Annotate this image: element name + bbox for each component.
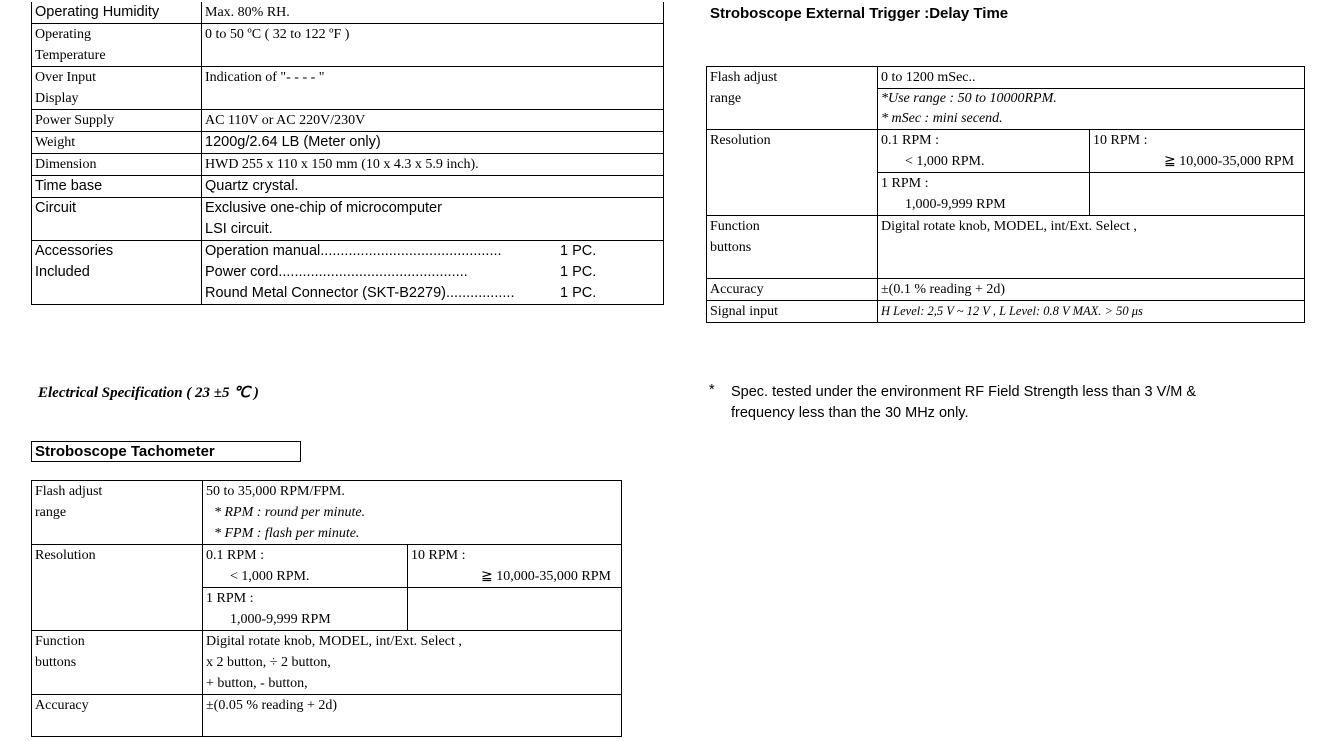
tach-function-value: Digital rotate knob, MODEL, int/Ext. Select , x 2 button, ÷ 2 button, + button, - button, xyxy=(203,631,622,695)
tach-accuracy-value: ±(0.05 % reading + 2d) xyxy=(203,695,622,737)
general-spec-table xyxy=(31,2,664,305)
spec-value: 0 to 50 ºC ( 32 to 122 ºF ) xyxy=(202,24,664,67)
tachometer-table xyxy=(31,480,622,737)
tach-flash-adjust-row xyxy=(32,481,622,545)
accessories-label: Accessories Included xyxy=(32,241,202,305)
note-star: * xyxy=(709,382,715,398)
tach-resolution-row-a xyxy=(32,545,622,588)
spec-value: Max. 80% RH. xyxy=(202,2,664,24)
spec-value: AC 110V or AC 220V/230V xyxy=(202,110,664,132)
note-line-2: frequency less than the 30 MHz only. xyxy=(731,405,969,421)
accessory-name: Operation manual............................................. xyxy=(205,243,502,259)
external-trigger-title: Stroboscope External Trigger :Delay Time xyxy=(710,5,1009,22)
spec-value: 1200g/2.64 LB (Meter only) xyxy=(202,132,664,154)
spec-label: Weight xyxy=(32,132,202,154)
spec-label: Over Input Display xyxy=(32,67,202,110)
ext-flash-adjust-value: 0 to 1200 mSec.. *Use range : 50 to 10000RPM. * mSec : mini secend. xyxy=(878,67,1305,130)
ext-flash-adjust-row xyxy=(707,67,1305,130)
spec-row xyxy=(32,2,664,24)
spec-label: Dimension xyxy=(32,154,202,176)
ext-function-row xyxy=(707,216,1305,279)
spec-row xyxy=(32,67,664,110)
tach-function-label: Function buttons xyxy=(32,631,203,695)
ext-resolution-b: 10 RPM : ≧ 10,000-35,000 RPM xyxy=(1090,130,1305,173)
ext-signal-row xyxy=(707,301,1305,323)
spec-row xyxy=(32,198,664,241)
spec-row xyxy=(32,154,664,176)
tach-function-row xyxy=(32,631,622,695)
tach-resolution-empty xyxy=(408,588,622,631)
tach-resolution-a: 0.1 RPM : < 1,000 RPM. xyxy=(203,545,408,588)
ext-resolution-label: Resolution xyxy=(707,130,878,216)
ext-accuracy-row xyxy=(707,279,1305,301)
accessories-list xyxy=(202,241,664,305)
electrical-spec-heading: Electrical Specification ( 23 ±5 ℃ ) xyxy=(38,385,259,401)
spec-label: Operating Temperature xyxy=(32,24,202,67)
accessory-item xyxy=(205,241,663,262)
ext-resolution-row-a xyxy=(707,130,1305,173)
ext-function-value: Digital rotate knob, MODEL, int/Ext. Select , xyxy=(878,216,1305,279)
spec-value: HWD 255 x 110 x 150 mm (10 x 4.3 x 5.9 inch). xyxy=(202,154,664,176)
ext-accuracy-value: ±(0.1 % reading + 2d) xyxy=(878,279,1305,301)
spec-label: Power Supply xyxy=(32,110,202,132)
tachometer-subtitle: Stroboscope Tachometer xyxy=(31,441,301,462)
external-trigger-table xyxy=(706,66,1305,323)
accessory-name: Round Metal Connector (SKT-B2279)................. xyxy=(205,285,515,301)
spec-row xyxy=(32,132,664,154)
tach-resolution-label: Resolution xyxy=(32,545,203,631)
ext-resolution-empty xyxy=(1090,173,1305,216)
ext-function-label: Function buttons xyxy=(707,216,878,279)
spec-row xyxy=(32,24,664,67)
ext-signal-label: Signal input xyxy=(707,301,878,323)
spec-label: Time base xyxy=(32,176,202,198)
accessory-item xyxy=(205,283,663,304)
tach-accuracy-row xyxy=(32,695,622,737)
spec-label: Operating Humidity xyxy=(32,2,202,24)
accessory-item xyxy=(205,262,663,283)
note-text xyxy=(731,382,1196,424)
tach-resolution-c: 1 RPM : 1,000-9,999 RPM xyxy=(203,588,408,631)
accessory-qty: 1 PC. xyxy=(560,285,597,301)
ext-signal-value: H Level: 2,5 V ~ 12 V , L Level: 0.8 V MAX. > 50 μs xyxy=(878,301,1305,323)
spec-value: Exclusive one-chip of microcomputer LSI circuit. xyxy=(202,198,664,241)
accessories-row xyxy=(32,241,664,305)
tach-resolution-b: 10 RPM : ≧ 10,000-35,000 RPM xyxy=(408,545,622,588)
spec-row xyxy=(32,176,664,198)
ext-accuracy-label: Accuracy xyxy=(707,279,878,301)
ext-flash-adjust-label: Flash adjust range xyxy=(707,67,878,130)
accessory-qty: 1 PC. xyxy=(560,243,597,259)
ext-resolution-a: 0.1 RPM : < 1,000 RPM. xyxy=(878,130,1090,173)
spec-value: Indication of "- - - - " xyxy=(202,67,664,110)
spec-label: Circuit xyxy=(32,198,202,241)
note-line-1: Spec. tested under the environment RF Field Strength less than 3 V/M & xyxy=(731,384,1197,400)
spec-value: Quartz crystal. xyxy=(202,176,664,198)
spec-row xyxy=(32,110,664,132)
tach-flash-adjust-label: Flash adjust range xyxy=(32,481,203,545)
ext-resolution-c: 1 RPM : 1,000-9,999 RPM xyxy=(878,173,1090,216)
tach-accuracy-label: Accuracy xyxy=(32,695,203,737)
tach-flash-adjust-value: 50 to 35,000 RPM/FPM. * RPM : round per minute. * FPM : flash per minute. xyxy=(203,481,622,545)
accessory-name: Power cord............................................... xyxy=(205,264,468,280)
accessory-qty: 1 PC. xyxy=(560,264,597,280)
